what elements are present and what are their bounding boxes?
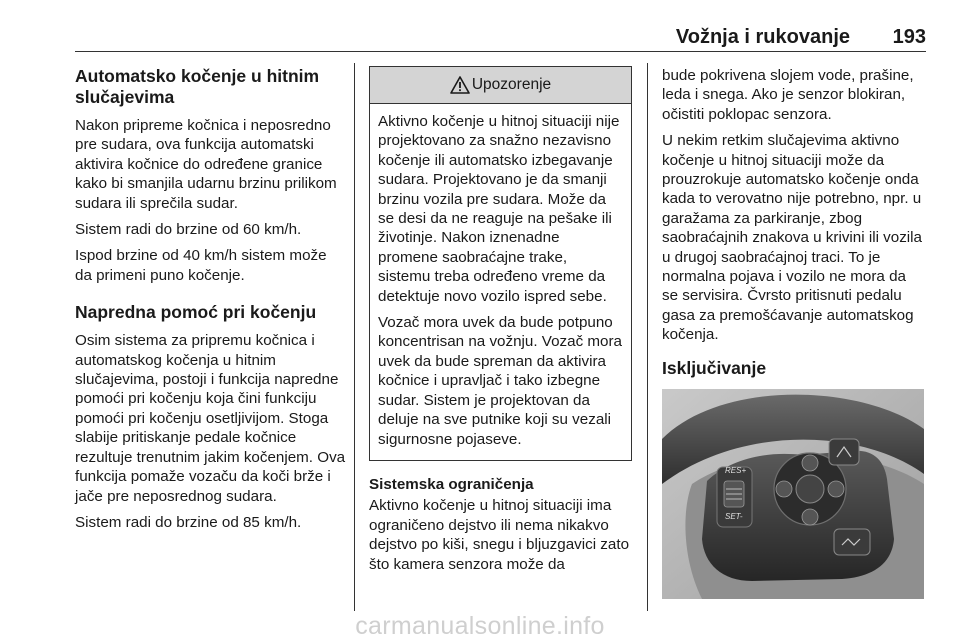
- column-2: [369, 66, 632, 581]
- column-divider-1: [354, 63, 355, 611]
- page-header: [75, 26, 926, 50]
- paragraph: Aktivno kočenje u hitnoj situaciji ima ograničeno dejstvo ili nema nikakvo dejstvo po kiši, snegu i bljuzgavici zato što kamera senzora može da: [369, 497, 630, 573]
- column-1: [75, 66, 347, 539]
- paragraph: Sistem radi do brzine od 60 km/h.: [75, 221, 302, 239]
- heading-advanced-brake-assist: Napredna pomoć pri kočenju: [75, 302, 317, 323]
- column-divider-2: [647, 63, 648, 611]
- paragraph: Ispod brzine od 40 km/h sistem može da primeni puno kočenje.: [75, 247, 327, 284]
- warning-triangle-icon: [450, 76, 470, 94]
- heading-system-limits: Sistemska ograničenja: [369, 475, 534, 493]
- steering-wheel-figure: [662, 389, 924, 599]
- paragraph: bude pokrivena slojem vode, prašine, leda i snega. Ako je senzor blokiran, očistiti poklopac senzora.: [662, 67, 914, 123]
- header-divider: [75, 51, 926, 52]
- res-label: RES+: [725, 465, 747, 475]
- paragraph: Nakon pripreme kočnica i neposredno pre sudara, ova funkcija automatski aktivira kočnice do određene granice kako bi smanjila udarnu brzinu prilikom sudara ili sprečila sudar.: [75, 117, 337, 212]
- watermark: carmanualsonline.info: [355, 612, 605, 640]
- column-3: [662, 66, 926, 599]
- warning-box: [369, 66, 632, 461]
- page-number: 193: [892, 26, 926, 48]
- warning-title: Upozorenje: [471, 76, 552, 94]
- warning-body: [370, 104, 631, 460]
- paragraph: Osim sistema za pripremu kočnica i automatskog kočenja u hitnim slučajevima, postoji i funkcija napredne pomoći pri kočenju koja čini funkciju pomoći pri kočenju osetljivijom. Stoga slabije pritiskanje pedale kočnice rezultuje trenutnim jakim kočenjem. Ova funkcija pomaže vozaču da koči brže i jače pre neposrednog sudara.: [75, 332, 346, 505]
- section-title: Vožnja i rukovanje: [675, 26, 850, 48]
- warning-paragraph: Vozač mora uvek da bude potpuno koncentrisan na vožnju. Vozač mora uvek da bude spreman da aktivira kočnice i upravljač i tako izbegne sudar. Sistem je projektovan da deluje na sve putnike koji su vezali sigurnosne pojaseve.: [378, 314, 622, 448]
- set-label: SET-: [725, 511, 743, 521]
- paragraph: Sistem radi do brzine od 85 km/h.: [75, 513, 302, 531]
- warning-header: [370, 67, 631, 104]
- heading-automatic-braking: Automatsko kočenje u hitnim slučajevima: [75, 66, 320, 107]
- warning-paragraph: Aktivno kočenje u hitnoj situaciji nije projektovano za snažno nezavisno kočenje ili automatsko izbegavanje sudara. Projektovano je da smanji brzinu vozila pre sudara. Može da se desi da ne reaguje na pešake ili životinje. Nakon iznenadne promene saobraćajne trake, sistemu treba određeno vreme da detektuje novo vozilo ispred sebe.: [378, 113, 620, 305]
- paragraph: U nekim retkim slučajevima aktivno kočenje u hitnoj situaciji može da prouzrokuje automatsko kočenje onda kada to verovatno nije potrebno, npr. u garažama za parkiranje, zbog saobraćajnih znakova u krivini ili vozila u drugoj saobraćajnoj traci. To je normalna pojava i vozilo ne mora da se servisira. Čvrsto pritisnuti pedalu gasa za premošćavanje automatskog kočenja.: [662, 132, 922, 344]
- heading-deactivation: Isključivanje: [662, 357, 767, 378]
